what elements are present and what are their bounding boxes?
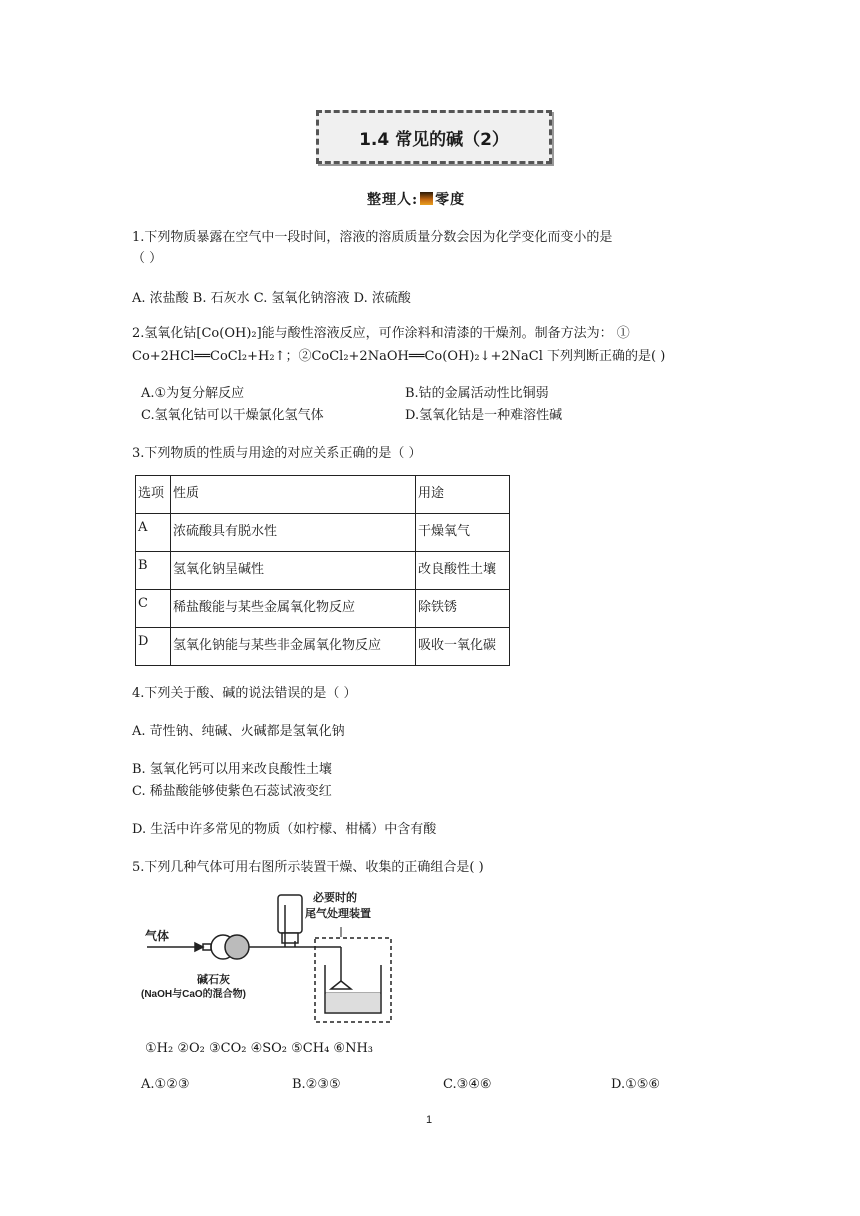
table-cell: 吸收一氧化碳 bbox=[416, 628, 510, 666]
drying-bulb-right bbox=[225, 935, 249, 959]
q2-option-a: A.①为复分解反应 bbox=[141, 386, 245, 401]
organizer-name: 零度 bbox=[435, 192, 466, 208]
tail-label-line1: 必要时的 bbox=[313, 892, 357, 904]
table-cell: 干燥氧气 bbox=[416, 514, 510, 552]
table-cell: C bbox=[136, 590, 171, 628]
table-row bbox=[136, 514, 510, 552]
table-cell: 氢氧化钠呈碱性 bbox=[171, 552, 416, 590]
gas-drying-apparatus-diagram bbox=[135, 885, 410, 1025]
q5-option-d: D.①⑤⑥ bbox=[611, 1077, 661, 1092]
q2-option-c: C.氢氧化钴可以干燥氯化氢气体 bbox=[141, 408, 324, 423]
q4-option-a: A. 苛性钠、纯碱、火碱都是氢氧化钠 bbox=[132, 724, 345, 739]
q2-option-b: B.钴的金属活动性比铜弱 bbox=[405, 386, 549, 401]
collection-bottle bbox=[278, 895, 302, 933]
table-header-cell: 用途 bbox=[416, 476, 510, 514]
table-row bbox=[136, 590, 510, 628]
table-cell: D bbox=[136, 628, 171, 666]
table-row bbox=[136, 552, 510, 590]
q2-stem-line2: Co+2HCl══CoCl₂+H₂↑；②CoCl₂+2NaOH══Co(OH)₂↓+2NaCl 下列判断正确的是( ) bbox=[132, 349, 666, 364]
q4-stem: 4.下列关于酸、碱的说法错误的是（ ） bbox=[132, 686, 357, 701]
q4-option-c: C. 稀盐酸能够使紫色石蕊试液变红 bbox=[132, 784, 332, 799]
table-cell: B bbox=[136, 552, 171, 590]
q1-stem-line2: （ ） bbox=[132, 251, 163, 266]
q3-table bbox=[135, 475, 510, 666]
table-row bbox=[136, 628, 510, 666]
tail-label-line2: 尾气处理装置 bbox=[305, 908, 371, 920]
gas-inlet-arrowhead bbox=[195, 943, 203, 951]
organizer-label: 整理人: bbox=[367, 192, 419, 208]
organizer-line bbox=[367, 189, 465, 209]
table-cell: A bbox=[136, 514, 171, 552]
gas-label: 气体 bbox=[145, 929, 170, 943]
page-number: 1 bbox=[426, 1114, 433, 1126]
table-cell: 稀盐酸能与某些金属氧化物反应 bbox=[171, 590, 416, 628]
q5-option-b: B.②③⑤ bbox=[292, 1077, 341, 1092]
absorbent-label: 碱石灰 bbox=[197, 974, 230, 986]
table-cell: 氢氧化钠能与某些非金属氧化物反应 bbox=[171, 628, 416, 666]
funnel bbox=[331, 981, 351, 989]
q5-option-a: A.①②③ bbox=[141, 1077, 190, 1092]
q5-gases: ①H₂ ②O₂ ③CO₂ ④SO₂ ⑤CH₄ ⑥NH₃ bbox=[145, 1041, 374, 1056]
table-cell: 改良酸性土壤 bbox=[416, 552, 510, 590]
title-box bbox=[316, 110, 552, 164]
q1-options: A. 浓盐酸 B. 石灰水 C. 氢氧化钠溶液 D. 浓硫酸 bbox=[132, 291, 411, 306]
table-cell: 除铁锈 bbox=[416, 590, 510, 628]
q2-stem-line1: 2.氢氧化钴[Co(OH)₂]能与酸性溶液反应，可作涂料和清漆的干燥剂。制备方法为： ① bbox=[132, 326, 630, 341]
q5-stem: 5.下列几种气体可用右图所示装置干燥、收集的正确组合是( ) bbox=[132, 860, 484, 875]
sunset-icon bbox=[420, 192, 433, 205]
table-header-cell: 性质 bbox=[171, 476, 416, 514]
page-title: 1.4 常见的碱（2） bbox=[359, 129, 509, 150]
q2-option-d: D.氢氧化钴是一种难溶性碱 bbox=[405, 408, 563, 423]
q1-stem-line1: 1.下列物质暴露在空气中一段时间，溶液的溶质质量分数会因为化学变化而变小的是 bbox=[132, 230, 613, 245]
q3-stem: 3.下列物质的性质与用途的对应关系正确的是（ ） bbox=[132, 446, 422, 461]
table-header-row bbox=[136, 476, 510, 514]
table-cell: 浓硫酸具有脱水性 bbox=[171, 514, 416, 552]
absorbent-desc: (NaOH与CaO的混合物) bbox=[141, 989, 247, 1000]
q5-option-c: C.③④⑥ bbox=[443, 1077, 492, 1092]
q4-option-b: B. 氢氧化钙可以用来改良酸性土壤 bbox=[132, 762, 332, 777]
q4-option-d: D. 生活中许多常见的物质（如柠檬、柑橘）中含有酸 bbox=[132, 822, 437, 837]
table-header-cell: 选项 bbox=[136, 476, 171, 514]
